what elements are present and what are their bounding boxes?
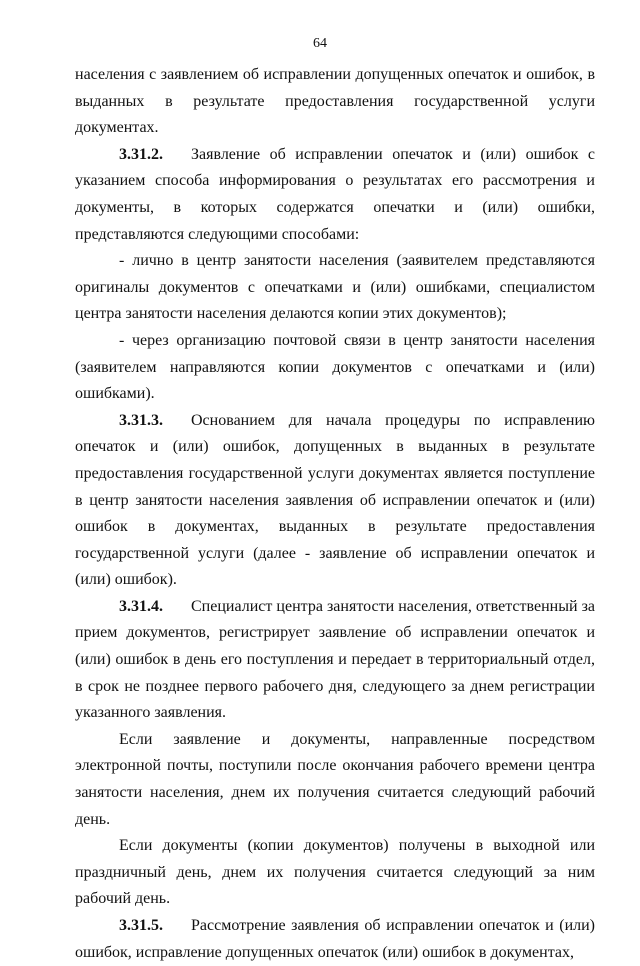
paragraph-text: Если заявление и документы, направленные посредством электронной почты, поступили после окончания рабочего времени центра занятости населения, днем их получения считается следующий рабочий день. xyxy=(75,730,595,828)
clause-number: 3.31.5. xyxy=(119,917,163,934)
paragraph-3-31-5 xyxy=(75,913,595,966)
paragraph-text: - лично в центр занятости населения (заявителем представляются оригиналы документов с опечатками и (или) ошибками, специалистом центра занятости населения делаются копии этих документов); xyxy=(75,252,595,323)
paragraph-email-rule xyxy=(75,727,595,833)
paragraph-text: Основанием для начала процедуры по исправлению опечаток и (или) ошибок, допущенных в выданных в результате предоставления государственной услуги документах является поступление в центр занятости населения заявления об исправлении опечаток и (или) ошибок в документах, выданных в результате предоставления государственной услуги (далее - заявление об исправлении опечаток и (или) ошибок). xyxy=(75,411,595,589)
paragraph-text: Специалист центра занятости населения, ответственный за прием документов, регистрирует заявление об исправлении опечаток и (или) ошибок в день его поступления и передает в территориальный отдел, в срок не позднее первого рабочего дня, следующего за днем регистрации указанного заявления. xyxy=(75,597,595,722)
paragraph-3-31-4 xyxy=(75,594,595,727)
paragraph-holiday-rule xyxy=(75,833,595,913)
paragraph-text: Заявление об исправлении опечаток и (или) ошибок с указанием способа информирования о результатах его рассмотрения и документы, в которых содержатся опечатки и (или) ошибки, представляются следующими способами: xyxy=(75,145,595,243)
paragraph-continuation xyxy=(75,62,595,142)
paragraph-3-31-3 xyxy=(75,408,595,594)
paragraph-text: населения с заявлением об исправлении допущенных опечаток и ошибок, в выданных в результате предоставления государственной услуги документах. xyxy=(75,66,595,137)
clause-number: 3.31.4. xyxy=(119,597,163,615)
list-item-by-post xyxy=(75,328,595,408)
list-item-in-person xyxy=(75,248,595,328)
paragraph-text: Рассмотрение заявления об исправлении опечаток и (или) ошибок, исправление допущенных опечаток (или) ошибок в документах, xyxy=(75,917,595,961)
document-body xyxy=(75,62,595,966)
paragraph-text: - через организацию почтовой связи в центр занятости населения (заявителем направляются копии документов с опечатками и (или) ошибками). xyxy=(75,331,595,403)
paragraph-3-31-2 xyxy=(75,142,595,248)
clause-number: 3.31.2. xyxy=(119,145,163,163)
paragraph-text: Если документы (копии документов) получены в выходной или праздничный день, днем их получения считается следующий за ним рабочий день. xyxy=(75,837,595,908)
clause-number: 3.31.3. xyxy=(119,411,163,429)
page-number: 64 xyxy=(313,36,327,51)
